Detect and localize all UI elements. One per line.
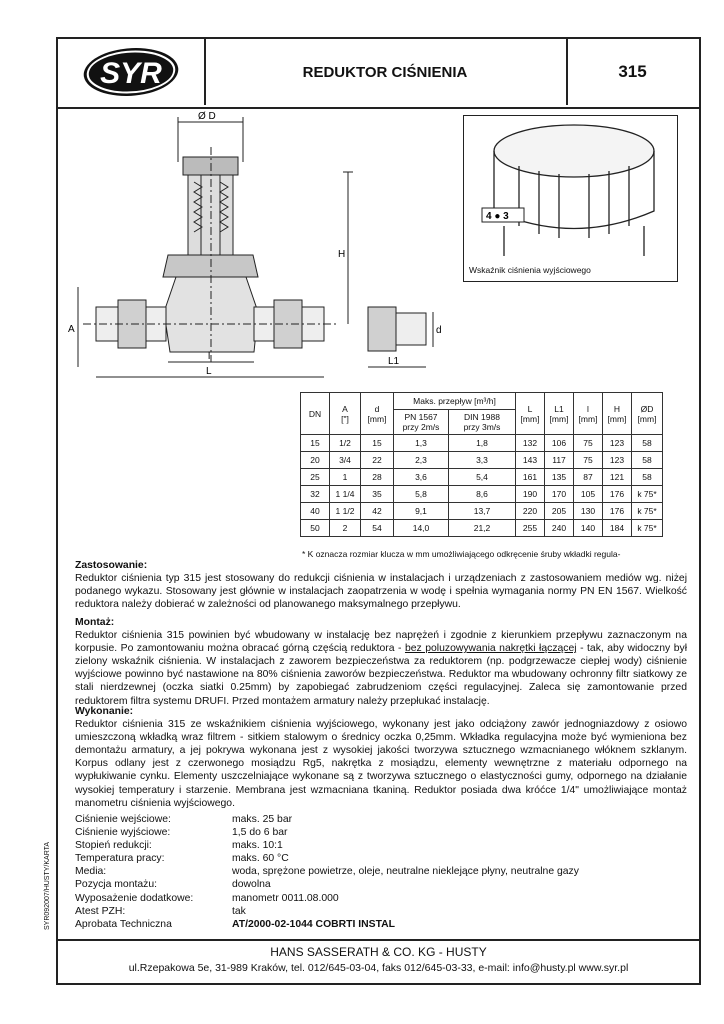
table-cell: 123 [603,452,632,469]
pressure-indicator-inset [463,115,678,282]
gauge-text: 4 ● 3 [486,211,509,222]
param-key: Ciśnienie wejściowe: [75,814,171,825]
logo-cell [58,39,206,105]
table-cell: 1 1/2 [330,503,361,520]
table-row [301,435,663,452]
table-cell: k 75* [632,520,663,537]
param-row [75,905,579,918]
th-dn: DN [301,393,330,435]
label-h: H [338,249,346,260]
section-title: Zastosowanie: [75,560,148,571]
header [58,39,699,109]
table-cell: 58 [632,452,663,469]
table-cell: 42 [361,503,394,520]
table-row [301,452,663,469]
param-key: Stopień redukcji: [75,840,152,852]
side-code: SYR092007/HUSTY/KARTA [44,841,51,930]
indicator-drawing [464,116,676,256]
section-text: Reduktor ciśnienia 315 powinien być wbudowany w instalację bez naprężeń i zgodnie z kierunkiem przepływu zaznaczonym na korpusie. Po zamontowaniu można obracać górną częścią reduktora - bez poluzowywania nakrętki łączącej - tak, aby widoczny był zielony wskaźnik ciśnienia. W instalacjach z zaworem bezpieczeństwa za reduktorem (np. podgrzewacze ciepłej wody) ciśnienie wyjściowe powinno być nastawione na 80% ciśnienia zaworów bezpieczeństwa. Reduktor ma wbudowany ochronny filtr siatkowy ze stali nierdzewnej (oczka siatki 0.25mm) by zapobiegać zabrudzeniom części regulacyjnej. Zaleca się zamontowanie przed reduktorem filtra systemu DRUFI. Przed montażem armatury należy przepłukać instalację. [75,630,687,707]
param-row [75,865,579,878]
table-cell: 176 [603,486,632,503]
table-cell: 25 [301,469,330,486]
th-ls: l [mm] [574,393,603,435]
table-cell: 105 [574,486,603,503]
label-d: d [436,325,442,336]
param-value: tak [232,905,246,917]
section-title: Montaż: [75,617,115,628]
param-key: Wyposażenie dodatkowe: [75,892,194,904]
param-value: maks. 60 °C [232,853,289,865]
table-row [301,486,663,503]
catalog-number: 315 [618,62,647,81]
table-cell: 135 [545,469,574,486]
param-row [75,839,579,852]
spec-table [300,392,663,537]
table-cell: 3,6 [394,469,449,486]
table-cell: 220 [516,503,545,520]
table-cell: 87 [574,469,603,486]
table-cell: 3,3 [449,452,516,469]
param-row [75,878,579,891]
table-cell: k 75* [632,503,663,520]
param-row [75,892,579,905]
document-frame [56,37,701,985]
param-row [75,813,579,826]
company-address: ul.Rzepakowa 5e, 31-989 Kraków, tel. 012/645-03-04, faks 012/645-03-33, e-mail: info@husty.pl www.syr.pl [128,962,629,974]
param-key: Atest PZH: [75,905,126,917]
table-row [301,503,663,520]
param-value: manometr 0011.08.000 [232,892,339,904]
table-cell: 32 [301,486,330,503]
table-cell: 2 [330,520,361,537]
table-cell: 1 [330,469,361,486]
table-cell: 130 [574,503,603,520]
page-title: REDUKTOR CIŚNIENIA [204,39,568,105]
param-key: Pozycja montażu: [75,879,158,891]
th-l: L [mm] [516,393,545,435]
table-cell: 190 [516,486,545,503]
label-l1: L1 [388,356,400,367]
section-wykonanie [75,705,687,810]
table-cell: 184 [603,520,632,537]
param-key: Aprobata Techniczna [75,918,172,930]
table-cell: 1,8 [449,435,516,452]
th-a: A ["] [330,393,361,435]
table-cell: 9,1 [394,503,449,520]
param-row [75,852,579,865]
table-cell: 75 [574,452,603,469]
table-cell: 58 [632,435,663,452]
section-title: Wykonanie: [75,706,134,717]
label-od: Ø D [198,111,216,122]
table-cell: 170 [545,486,574,503]
table-cell: 132 [516,435,545,452]
syr-logo [58,39,204,105]
table-cell: 240 [545,520,574,537]
param-value: dowolna [232,879,271,891]
param-value: woda, sprężone powietrze, oleje, neutralne nieklejące płyny, neutralne gazy [232,866,579,878]
table-cell: 255 [516,520,545,537]
table-cell: 176 [603,503,632,520]
th-l1: L1 [mm] [545,393,574,435]
th-pn: PN 1567 przy 2m/s [394,410,449,435]
param-value: 1,5 do 6 bar [232,827,288,839]
th-d: d [mm] [361,393,394,435]
label-a: A [68,324,75,335]
table-row [301,469,663,486]
param-value: AT/2000-02-1044 COBRTI INSTAL [232,918,396,930]
param-value: maks. 10:1 [232,840,283,852]
param-key: Temperatura pracy: [75,853,165,865]
table-row [301,520,663,537]
table-cell: 75 [574,435,603,452]
parameter-list [75,813,579,931]
table-cell: 205 [545,503,574,520]
table-cell: 140 [574,520,603,537]
th-maks: Maks. przepływ [m³/h] [394,393,516,410]
table-cell: 8,6 [449,486,516,503]
table-cell: 5,8 [394,486,449,503]
footer [58,939,699,983]
company-name: HANS SASSERATH & CO. KG - HUSTY [270,945,487,959]
table-cell: 3/4 [330,452,361,469]
inset-caption: Wskaźnik ciśnienia wyjściowego [469,265,591,275]
table-cell: 1,3 [394,435,449,452]
table-footnote: * K oznacza rozmiar klucza w mm umożliwiającego odkręcenie śruby wkładki regula- [302,549,621,559]
th-od: ØD [mm] [632,393,663,435]
section-text: Reduktor ciśnienia 315 ze wskaźnikiem ciśnienia wyjściowego, wykonany jest jako odciążony zawór jednogniazdowy z osiowo umieszczoną wkładką wraz filtrem - sitkiem stalowym o średnicy oczka 0,25mm. Wkładka regulacyjna może być wymieniona bez demontażu armatury, a jej pokrywa wykonana jest z wysokiej jakości tworzywa sztucznego wzmacnianego włóknem szklanym. Korpus odlany jest z czerwonego mosiądzu Rg5, nakrętka z mosiądzu, elementy wewnętrzne z materiału odpornego na wypłukiwanie cynku. Elementy uszczelniające wykonane są z tworzywa sztucznego o elastyczności gumy, odpornego na działanie wysokiej temperatury i starzenie. Membrana jest wzmacniana tkaniną. Reduktor posiada dwa króćce 1/4" umożliwiające montaż manometru ciśnienia wyjściowego. [75,719,687,809]
table-cell: 2,3 [394,452,449,469]
table-cell: 50 [301,520,330,537]
table-cell: 40 [301,503,330,520]
table-cell: 143 [516,452,545,469]
section-text: Reduktor ciśnienia typ 315 jest stosowany do redukcji ciśnienia w instalacjach i urządzeniach z zastosowaniem mediów wg. niżej podanego wykazu. Stosowany jest głównie w instalacjach zaopatrzenia w wodę i spełnia wymagania normy PN EN 1567. Wielkość reduktora należy dobierać w zależności od planowanego maksymalnego przepływu. [75,573,687,611]
section-zastosowanie [75,559,687,611]
valve-drawing [58,107,458,387]
table-cell: 13,7 [449,503,516,520]
table-cell: 106 [545,435,574,452]
table-cell: 54 [361,520,394,537]
th-din: DIN 1988 przy 3m/s [449,410,516,435]
table-cell: 14,0 [394,520,449,537]
param-key: Ciśnienie wyjściowe: [75,827,171,839]
param-value: maks. 25 bar [232,814,293,825]
param-row [75,918,579,931]
table-cell: k 75* [632,486,663,503]
table-cell: 15 [361,435,394,452]
table-cell: 123 [603,435,632,452]
label-l: L [206,366,212,377]
table-cell: 28 [361,469,394,486]
table-cell: 5,4 [449,469,516,486]
param-key: Media: [75,866,107,878]
logo-text: SYR [100,57,162,90]
section-montaz [75,616,687,708]
table-cell: 21,2 [449,520,516,537]
table-cell: 121 [603,469,632,486]
table-cell: 117 [545,452,574,469]
table-cell: 1 1/4 [330,486,361,503]
th-h: H [mm] [603,393,632,435]
table-cell: 58 [632,469,663,486]
table-cell: 15 [301,435,330,452]
table-cell: 22 [361,452,394,469]
table-cell: 161 [516,469,545,486]
label-l-small: l [208,351,211,362]
table-cell: 35 [361,486,394,503]
param-row [75,826,579,839]
table-cell: 1/2 [330,435,361,452]
table-cell: 20 [301,452,330,469]
